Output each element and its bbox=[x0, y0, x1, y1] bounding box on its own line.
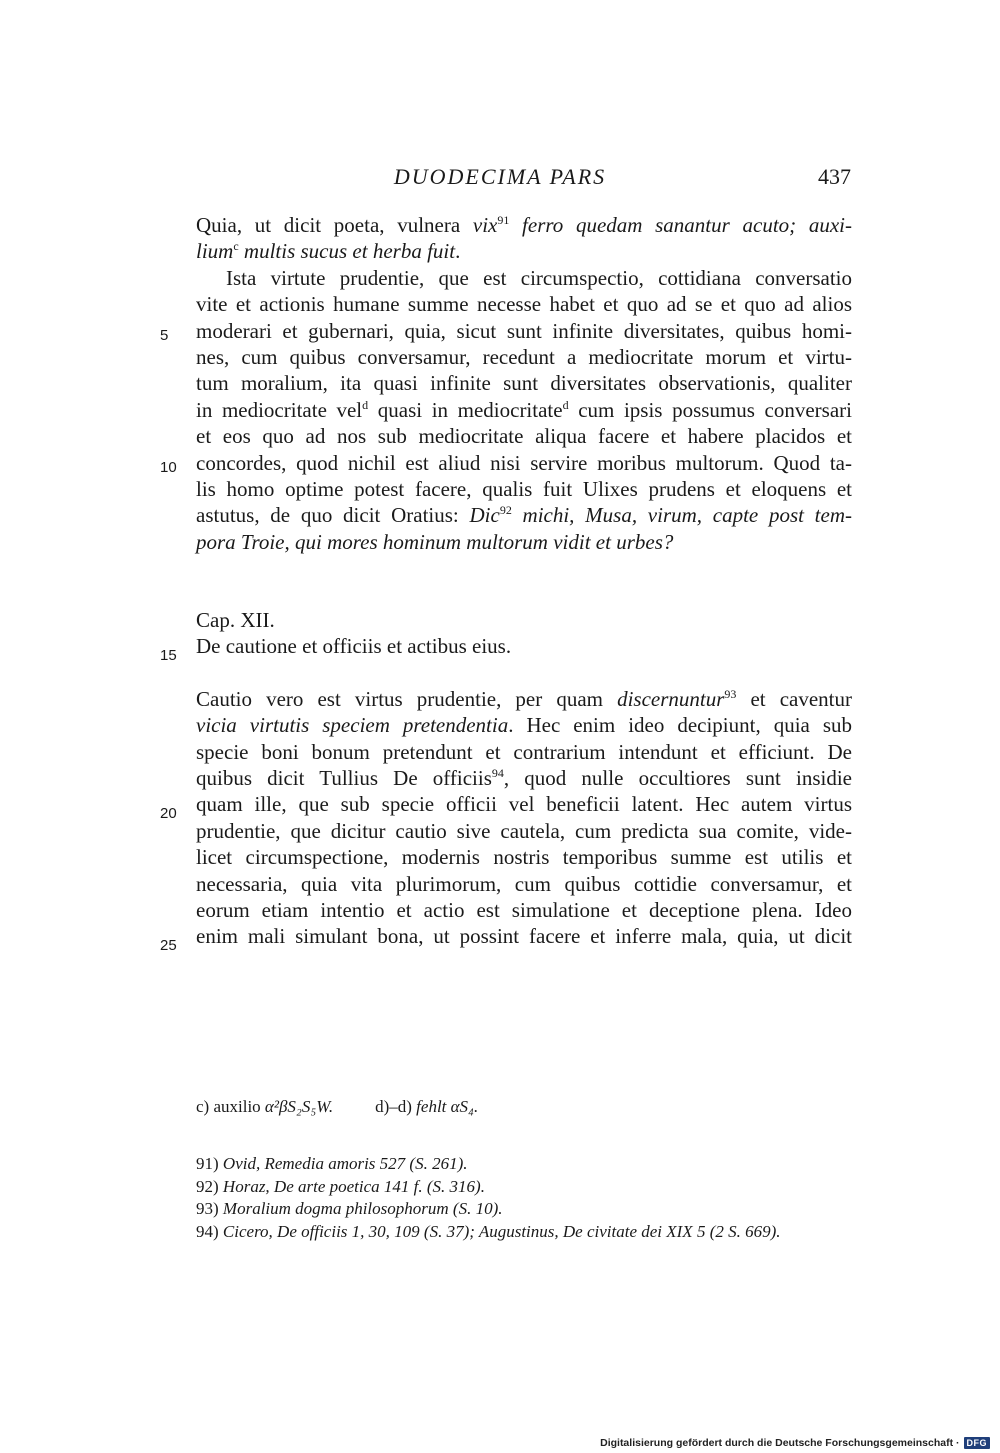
text-line: in mediocritate vel$^d$ quasi in mediocritate$^d$ cum ipsis possumus conversari bbox=[196, 397, 852, 422]
chapter-title: Cap. XII. bbox=[196, 608, 275, 633]
text-line: specie boni bonum pretendunt et contrarium intendunt et efficiunt. De bbox=[196, 739, 852, 764]
line-number: 15 bbox=[160, 647, 177, 664]
running-header-title: DUODECIMA PARS bbox=[393, 164, 607, 189]
text-line: et eos quo ad nos sub mediocritate aliqua facere et habere placidos et bbox=[196, 424, 852, 449]
line-number: 25 bbox=[160, 937, 177, 954]
footnote: 94) Cicero, De officiis 1, 30, 109 (S. 37); Augustinus, De civitate dei XIX 5 (2 S. 669). bbox=[196, 1221, 781, 1241]
text-line: pora Troie, qui mores hominum multorum vidit et urbes? bbox=[196, 529, 674, 554]
chapter-subtitle: De cautione et officiis et actibus eius. bbox=[196, 634, 512, 659]
text-line: lium$^c$ multis sucus et herba fuit. bbox=[196, 239, 461, 264]
footnotes bbox=[196, 1153, 781, 1243]
credit-text: Digitalisierung gefördert durch die Deutsche Forschungsgemeinschaft · bbox=[600, 1437, 960, 1449]
text-line: prudentie, que dicitur cautio sive cautela, cum predicta sua comite, vide- bbox=[196, 818, 852, 843]
text-line: vite et actionis humane summe necesse habet et quo ad se et quo ad alios bbox=[196, 292, 852, 317]
critical-apparatus: c) auxilio α²βS₂S₅W. d)–d) fehlt αS₄. bbox=[196, 1097, 479, 1116]
page-number: 437 bbox=[818, 164, 851, 189]
text-line: concordes, quod nichil est aliud nisi servire moribus multorum. Quod ta- bbox=[196, 450, 852, 475]
text-line: lis homo optime potest facere, qualis fuit Ulixes prudens et eloquens et bbox=[196, 476, 852, 501]
dfg-logo-icon: DFG bbox=[964, 1437, 991, 1449]
main-text bbox=[196, 212, 852, 950]
text-line: vicia virtutis speciem pretendentia. Hec enim ideo decipiunt, quia sub bbox=[196, 713, 852, 738]
text-line: astutus, de quo dicit Oratius: Dic$^{92}$ michi, Musa, virum, capte post tem- bbox=[196, 503, 852, 528]
text-line: quam ille, que sub specie officii vel beneficii latent. Hec autem virtus bbox=[196, 792, 852, 817]
line-number: 5 bbox=[160, 327, 169, 344]
text-line: licet circumspectione, modernis nostris temporibus summe est utilis et bbox=[196, 845, 852, 870]
footnote: 93) Moralium dogma philosophorum (S. 10). bbox=[196, 1199, 503, 1218]
text-line: moderari et gubernari, quia, sicut sunt infinite diversitates, quibus homi- bbox=[196, 318, 852, 343]
text-line: Cautio vero est virtus prudentie, per quam discernuntur$^{93}$ et caventur bbox=[196, 686, 852, 711]
text-line: necessaria, quia vita plurimorum, cum quibus cottidie conversamur, et bbox=[196, 871, 852, 896]
text-line: tum moralium, ita quasi infinite sunt diversitates observationis, qualiter bbox=[196, 371, 852, 396]
digitization-credit bbox=[600, 1437, 990, 1449]
line-number: 10 bbox=[160, 459, 177, 476]
text-line: Quia, ut dicit poeta, vulnera vix$^{91}$ ferro quedam sanantur acuto; auxi- bbox=[196, 213, 852, 237]
text-line: eorum etiam intentio et actio est simulatione et deceptione plena. Ideo bbox=[196, 897, 852, 922]
footnote: 92) Horaz, De arte poetica 141 f. (S. 316). bbox=[196, 1176, 485, 1196]
line-number: 20 bbox=[160, 805, 177, 822]
text-line: Ista virtute prudentie, que est circumspectio, cottidiana conversatio bbox=[226, 265, 852, 290]
text-line: enim mali simulant bona, ut possint facere et inferre mala, quia, ut dicit bbox=[196, 924, 852, 949]
text-line: quibus dicit Tullius De officiis$^{94}$, quod nulle occultiores sunt insidie bbox=[196, 766, 852, 791]
footnote: 91) Ovid, Remedia amoris 527 (S. 261). bbox=[196, 1154, 468, 1173]
text-line: nes, cum quibus conversamur, recedunt a mediocritate morum et virtu- bbox=[196, 344, 852, 369]
